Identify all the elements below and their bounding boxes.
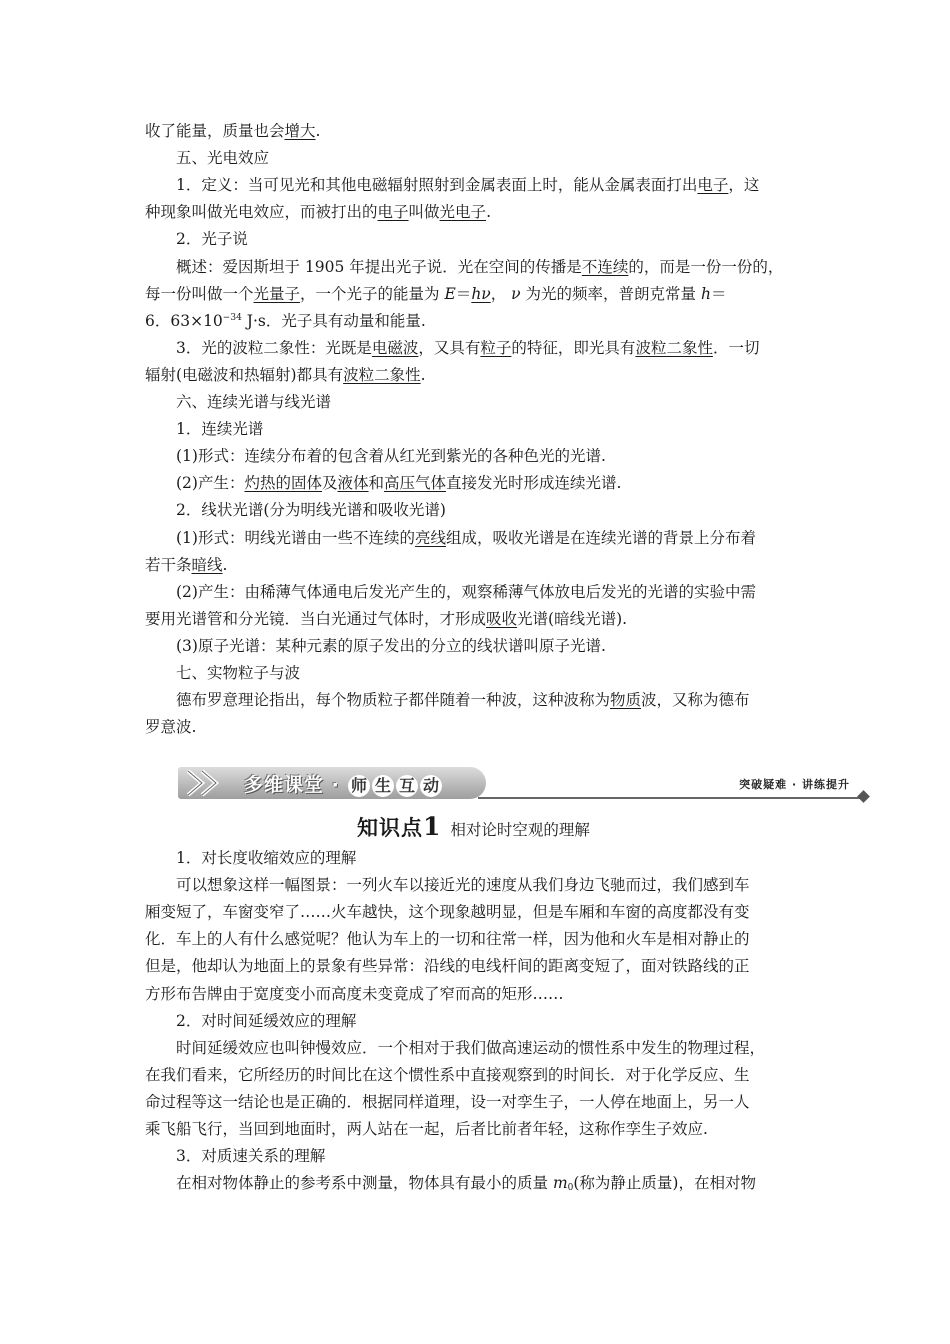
text-line bbox=[145, 607, 815, 631]
text-run: 直接发光时形成连续光谱. bbox=[446, 474, 622, 493]
text-line bbox=[145, 282, 815, 306]
text-run: 化．车上的人有什么感觉呢？他认为车上的一切和往常一样，因为他和火车是相对静止的 bbox=[145, 930, 750, 949]
text-run: 和 bbox=[368, 474, 385, 493]
text-line bbox=[145, 553, 815, 577]
text-run: 六、连续光谱与线光谱 bbox=[176, 393, 332, 411]
text-run: ＝ bbox=[455, 284, 472, 303]
text-run: 若干条 bbox=[145, 555, 192, 574]
text-line bbox=[145, 200, 815, 224]
text-line bbox=[145, 927, 815, 951]
text-run: 叫做 bbox=[408, 203, 440, 222]
text-line bbox=[176, 255, 816, 279]
text-run: 在我们看来，它所经历的时间比在这个惯性系中直接观察到的时间长．对于化学反应、生 bbox=[145, 1065, 750, 1084]
banner-title-char: 互 bbox=[396, 775, 418, 797]
text-line bbox=[145, 1063, 815, 1087]
text-run: 厢变短了，车窗变窄了……火车越快，这个现象越明显，但是车厢和车窗的高度都没有变 bbox=[145, 903, 750, 922]
text-run: . bbox=[222, 555, 228, 574]
text-run: 1．连续光谱 bbox=[176, 420, 264, 439]
text-run: 方形布告牌由于宽度变小而高度未变竟成了窄而高的矩形…… bbox=[145, 984, 564, 1003]
knowledge-point-heading bbox=[357, 812, 590, 842]
text-line bbox=[176, 336, 816, 360]
text-run: ＝ bbox=[710, 284, 727, 303]
text-run: (2)产生： bbox=[176, 474, 245, 493]
text-line bbox=[176, 661, 816, 685]
superscript: −34 bbox=[222, 312, 242, 323]
text-line bbox=[176, 1009, 816, 1033]
text-run: 3．对质速关系的理解 bbox=[176, 1147, 326, 1166]
text-run: 五、光电效应 bbox=[176, 149, 270, 168]
text-line bbox=[176, 1171, 816, 1195]
subscript: 0 bbox=[567, 1183, 574, 1194]
text-run: ．一切 bbox=[712, 338, 760, 357]
text-run: 德布罗意理论指出，每个物质粒子都伴随着一种波，这种波称为 bbox=[176, 691, 611, 710]
text-run: 七、实物粒子与波 bbox=[176, 664, 301, 682]
text-run: 乘飞船飞行，当回到地面时，两人站在一起，后者比前者年轻，这称作孪生子效应. bbox=[145, 1120, 708, 1138]
knowledge-point-subtitle: 相对论时空观的理解 bbox=[450, 821, 590, 839]
text-line bbox=[176, 173, 816, 197]
text-run: 每一份叫做一个 bbox=[145, 284, 254, 303]
underlined-answer: 波粒二象性 bbox=[343, 365, 421, 384]
underlined-answer: 暗线 bbox=[191, 555, 223, 574]
text-run: 2．光子说 bbox=[176, 230, 248, 249]
text-run: . bbox=[486, 203, 491, 222]
text-line bbox=[145, 363, 815, 387]
text-run: (1)形式：连续分布着的包含着从红光到紫光的各种色光的光谱. bbox=[176, 447, 606, 466]
underlined-answer: 增大 bbox=[284, 122, 316, 140]
text-line bbox=[145, 1090, 815, 1114]
text-run: 种现象叫做光电效应，而被打出的 bbox=[145, 203, 378, 222]
underlined-answer: 液体 bbox=[337, 474, 369, 493]
text-line bbox=[176, 146, 816, 170]
underlined-answer: 吸收 bbox=[486, 609, 518, 628]
text-run: 概述：爱因斯坦于 1905 年提出光子说．光在空间的传播是 bbox=[176, 257, 582, 276]
text-run: (3)原子光谱：某种元素的原子发出的分立的线状谱叫原子光谱. bbox=[176, 636, 606, 655]
text-run: 但是，他却认为地面上的景象有些异常：沿线的电线杆间的距离变短了，面对铁路线的正 bbox=[145, 957, 750, 976]
text-run: . bbox=[315, 122, 321, 140]
text-line bbox=[176, 634, 816, 658]
knowledge-point-number: 1 bbox=[423, 812, 441, 841]
text-line bbox=[176, 227, 816, 251]
text-run: 2．线状光谱(分为明线光谱和吸收光谱) bbox=[176, 501, 446, 520]
underlined-answer: 电子 bbox=[697, 176, 729, 195]
text-line bbox=[176, 498, 816, 522]
text-line bbox=[145, 309, 815, 333]
text-line bbox=[145, 119, 815, 143]
banner-title-char: 动 bbox=[420, 775, 442, 797]
underlined-answer: 电磁波 bbox=[371, 338, 419, 357]
text-run: 1．定义：当可见光和其他电磁辐射照射到金属表面上时，能从金属表面打出 bbox=[176, 176, 698, 195]
underlined-answer: 亮线 bbox=[414, 528, 446, 547]
text-run: 为光的频率，普朗克常量 bbox=[520, 284, 701, 303]
text-run: 3．光的波粒二象性：光既是 bbox=[176, 338, 372, 357]
text-run: 光谱(暗线光谱). bbox=[517, 609, 628, 628]
math-variable: ν bbox=[511, 284, 521, 303]
text-run: 的特征，即光具有 bbox=[511, 338, 636, 357]
banner-title-dot: · bbox=[331, 774, 340, 796]
underlined-answer: 电子 bbox=[377, 203, 409, 222]
text-run: 时间延缓效应也叫钟慢效应．一个相对于我们做高速运动的惯性系中发生的物理过程， bbox=[176, 1038, 766, 1057]
text-line bbox=[176, 417, 816, 441]
text-run: 在相对物体静止的参考系中测量，物体具有最小的质量 bbox=[176, 1174, 553, 1193]
text-run: ，一个光子的能量为 bbox=[300, 284, 445, 303]
text-run: 辐射(电磁波和热辐射)都具有 bbox=[145, 365, 344, 384]
underlined-answer: 高压气体 bbox=[384, 474, 447, 493]
underlined-answer: 光量子 bbox=[253, 284, 301, 303]
underlined-answer: 波粒二象性 bbox=[635, 338, 713, 357]
double-chevron-icon bbox=[184, 769, 232, 797]
underlined-answer: 不连续 bbox=[581, 257, 629, 276]
text-run: 命过程等这一结论也是正确的．根据同样道理，设一对孪生子，一人停在地面上，另一人 bbox=[145, 1092, 750, 1111]
underlined-answer: hν bbox=[471, 284, 491, 303]
text-run: (1)形式：明线光谱由一些不连续的 bbox=[176, 528, 415, 547]
text-run: 的，而是一份一份的， bbox=[628, 257, 784, 276]
text-run: 2．对时间延缓效应的理解 bbox=[176, 1011, 357, 1030]
text-run: 可以想象这样一幅图景：一列火车以接近光的速度从我们身边飞驰而过，我们感到车 bbox=[176, 876, 750, 895]
text-line bbox=[176, 390, 816, 414]
text-run: 组成，吸收光谱是在连续光谱的背景上分布着 bbox=[445, 528, 756, 547]
text-run: ，又具有 bbox=[418, 338, 481, 357]
math-variable: h bbox=[700, 284, 711, 303]
banner-title bbox=[244, 770, 443, 797]
banner-rule bbox=[478, 797, 862, 799]
underlined-answer: 光电子 bbox=[439, 203, 487, 222]
text-line bbox=[145, 1117, 815, 1141]
text-run: 6．63×10 bbox=[145, 311, 223, 330]
banner-title-char: 师 bbox=[348, 775, 370, 797]
math-variable: m bbox=[552, 1174, 568, 1193]
text-line bbox=[176, 873, 816, 897]
text-run: (称为静止质量)，在相对物 bbox=[573, 1174, 756, 1193]
text-run: (2)产生：由稀薄气体通电后发光产生的，观察稀薄气体放电后发光的光谱的实验中需 bbox=[176, 582, 756, 601]
underlined-answer: 物质 bbox=[610, 691, 642, 710]
text-run: 要用光谱管和分光镜．当白光通过气体时，才形成 bbox=[145, 609, 487, 628]
math-variable: E bbox=[444, 284, 456, 303]
text-line bbox=[176, 526, 816, 550]
text-line bbox=[145, 900, 815, 924]
text-line bbox=[176, 471, 816, 495]
text-line bbox=[176, 444, 816, 468]
text-line bbox=[176, 580, 816, 604]
section-banner bbox=[178, 767, 868, 801]
text-run: 1．对长度收缩效应的理解 bbox=[176, 849, 357, 867]
text-run: J·s．光子具有动量和能量. bbox=[241, 311, 426, 330]
text-line bbox=[176, 688, 816, 712]
underlined-answer: 粒子 bbox=[480, 338, 512, 357]
text-run: ，这 bbox=[728, 176, 760, 195]
text-line bbox=[176, 846, 816, 870]
text-run: ， bbox=[490, 284, 512, 303]
text-line bbox=[176, 1036, 816, 1060]
text-line bbox=[176, 1144, 816, 1168]
knowledge-point-label: 知识点 bbox=[357, 816, 423, 840]
text-run: 及 bbox=[321, 474, 338, 493]
text-run: . bbox=[420, 365, 426, 384]
underlined-answer: 灼热的固体 bbox=[244, 474, 322, 493]
text-line bbox=[145, 954, 815, 978]
banner-title-char: 生 bbox=[372, 775, 394, 797]
text-line bbox=[145, 982, 815, 1006]
banner-title-main: 多维课堂 bbox=[244, 774, 325, 796]
text-run: 波，又称为德布 bbox=[641, 691, 750, 710]
diamond-icon bbox=[857, 790, 870, 803]
banner-right-text: 突破疑难 · 讲练提升 bbox=[739, 778, 850, 791]
text-line bbox=[145, 715, 815, 739]
text-run: 收了能量，质量也会 bbox=[145, 122, 285, 140]
text-run: 罗意波. bbox=[145, 718, 197, 737]
